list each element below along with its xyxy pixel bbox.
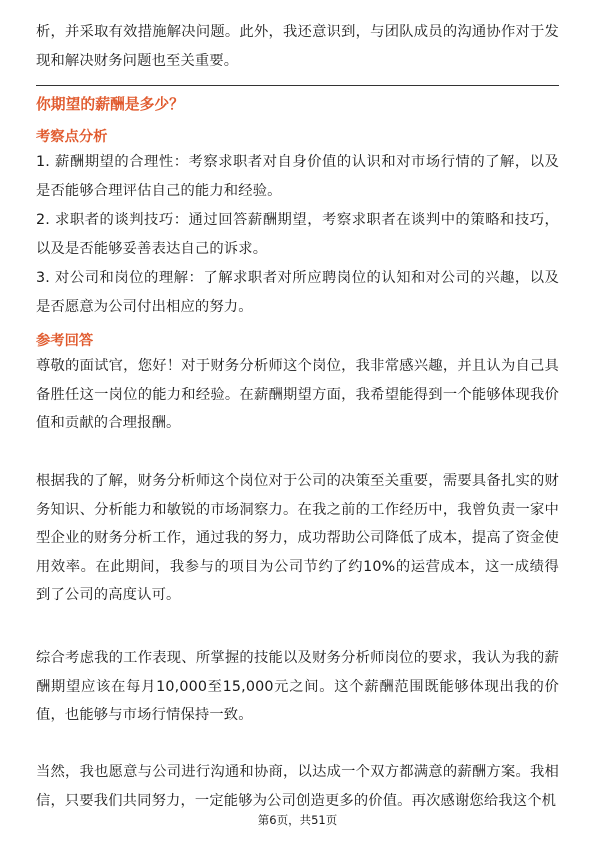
- analysis-point-1: 1. 薪酬期望的合理性：考察求职者对自身价值的认识和对市场行情的了解，以及是否能够合理评估自己的能力和经验。: [36, 154, 559, 199]
- analysis-heading: 考察点分析: [36, 129, 108, 145]
- section-divider: [36, 85, 559, 86]
- analysis-point-2: 2. 求职者的谈判技巧：通过回答薪酬期望，考察求职者在谈判中的策略和技巧，以及是否能够妥善表达自己的诉求。: [36, 212, 559, 257]
- question-title: 你期望的薪酬是多少？: [36, 96, 184, 113]
- page-number: 第6页，共51页: [257, 813, 338, 827]
- answer-paragraph-2: 根据我的了解，财务分析师这个岗位对于公司的决策至关重要，需要具备扎实的财务知识、分析能力和敏锐的市场洞察力。在我之前的工作经历中，我曾负责一家中型企业的财务分析工作，通过我的努力，成功帮助公司降低了成本，提高了资金使用效率。在此期间，我参与的项目为公司节约了约10%的运营成本，这一成绩得到了公司的高度认可。: [36, 473, 559, 603]
- answer-paragraph-4: 当然，我也愿意与公司进行沟通和协商，以达成一个双方都满意的薪酬方案。我相信，只要我们共同努力，一定能够为公司创造更多的价值。再次感谢您给我这个机: [36, 764, 559, 809]
- intro-paragraph: 析，并采取有效措施解决问题。此外，我还意识到，与团队成员的沟通协作对于发现和解决财务问题也至关重要。: [36, 24, 559, 69]
- analysis-point-3: 3. 对公司和岗位的理解：了解求职者对所应聘岗位的认知和对公司的兴趣，以及是否愿意为公司付出相应的努力。: [36, 270, 559, 315]
- answer-paragraph-3: 综合考虑我的工作表现、所掌握的技能以及财务分析师岗位的要求，我认为我的薪酬期望应该在每月10,000至15,000元之间。这个薪酬范围既能够体现出我的价值，也能够与市场行情保持一致。: [36, 650, 559, 723]
- answer-heading: 参考回答: [36, 333, 94, 349]
- answer-paragraph-1: 尊敬的面试官，您好！对于财务分析师这个岗位，我非常感兴趣，并且认为自己具备胜任这一岗位的能力和经验。在薪酬期望方面，我希望能得到一个能够体现我价值和贡献的合理报酬。: [36, 358, 559, 431]
